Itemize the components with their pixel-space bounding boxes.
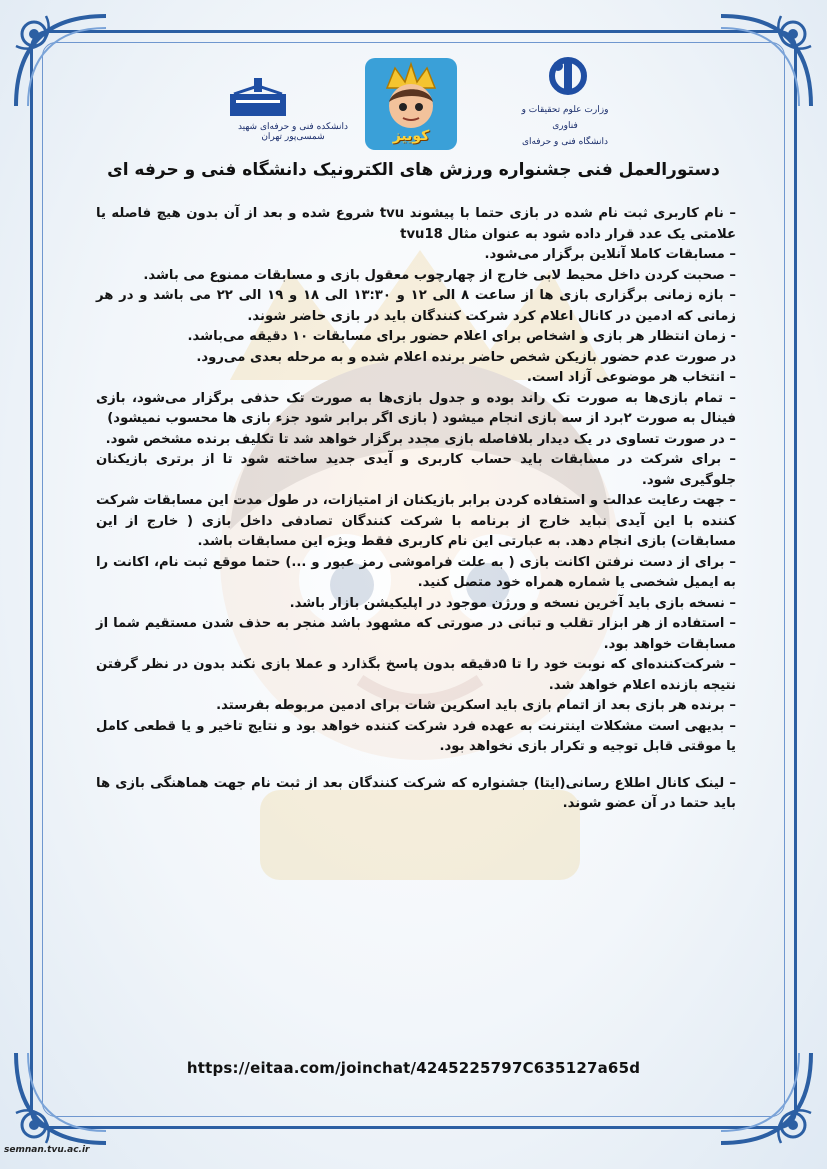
corner-ornament-icon (6, 6, 116, 116)
rule-item: – بازه زمانی برگزاری بازی ها از ساعت ۸ الی ۱۲ و ۱۳:۳۰ الی ۱۸ و ۱۹ الی ۲۲ می باشد و در هر زمانی که ادمین در کانال اعلام کرد شرکت کنندگان باید در بازی حاضر شوند. (96, 288, 737, 324)
rule-item: – استفاده از هر ابزار تقلب و تبانی در صورتی که مشهود باشد منجر به حذف شدن مستقیم شما از مسابقات خواهد بود. (96, 616, 736, 652)
rule-item: – انتخاب هر موضوعی آزاد است. (526, 370, 736, 385)
rule-item: – در صورت تساوی در یک دیدار بلافاصله بازی مجدد برگزار خواهد شد تا تکلیف برنده مشخص شود. (105, 431, 736, 447)
rule-item: – نسخه بازی باید آخرین نسخه و ورژن موجود در اپلیکیشن بازار باشد. (289, 595, 736, 611)
rule-item: – تمام بازی‌ها به صورت تک راند بوده و جدول بازی‌ها به صورت تک حذفی برگزار می‌شود، بازی فینال به صورت ۲برد از سه بازی انجام میشود ( بازی اگر برابر شود جزء بازی ها محسوب نمیشود) (96, 390, 736, 426)
college-logo-caption: دانشکده فنی و حرفه‌ای شهید شمسی‌پور تهران (237, 122, 349, 142)
game-logo (365, 58, 457, 150)
college-logo (228, 72, 358, 142)
rule-item: – صحبت کردن داخل محیط لابی خارج از چهارچوب معقول بازی و مسابقات ممنوع می باشد. (143, 267, 736, 283)
ministry-logo-caption (510, 102, 620, 150)
footer-url[interactable]: semnan.tvu.ac.ir (4, 1145, 90, 1155)
channel-link[interactable]: https://eitaa.com/joinchat/4245225797C635127a65d (186, 1059, 641, 1077)
rule-item: - زمان انتظار هر بازی و اشخاص برای اعلام حضور برای مسابقات ۱۰ دقیقه می‌باشد. (187, 329, 736, 344)
rule-item: – نام کاربری ثبت نام شده در بازی حتما با پیشوند tvu شروع شده و بعد از آن بدون هیچ فاصله یا علامتی یک عدد قرار داده شود به عنوان مثال tvu18 (96, 206, 736, 242)
rule-item: – مسابقات کاملا آنلاین برگزار می‌شود. (484, 247, 736, 262)
rule-item: – شرکت‌کننده‌ای که نوبت خود را تا ۵دقیقه بدون پاسخ بگذارد و عملا بازی نکند بدون در نظر گرفتن نتیجه بازنده اعلام خواهد شد. (96, 657, 736, 693)
rule-item: – بدیهی است مشکلات اینترنت به عهده فرد شرکت کننده خواهد بود و نتایج تاخیر و یا قطعی کامل یا موقتی قابل توجیه و تکرار بازی نخواهد بود. (96, 718, 736, 754)
corner-ornament-icon (711, 6, 821, 116)
ministry-caption-line1: وزارت علوم تحقیقات و فناوری (521, 105, 609, 131)
channel-note: – لینک کانال اطلاع رسانی(ایتا) جشنواره که شرکت کنندگان بعد از ثبت نام جهت هماهنگی بازی ها باید حتما در آن عضو شوند. (96, 775, 736, 811)
ministry-logo (510, 56, 620, 146)
ministry-emblem-icon (546, 56, 590, 98)
rules-list (96, 204, 736, 815)
rule-item: – برای شرکت در مسابقات باید حساب کاربری و آیدی جدید ساخته شود تا از برتری بازیکنان جلوگیری شود. (96, 452, 736, 488)
page-title: دستورالعمل فنی جشنواره ورزش های الکترونیک دانشگاه فنی و حرفه ای (107, 160, 720, 180)
rule-item: – برای از دست نرفتن اکانت بازی ( به علت فراموشی رمز عبور و ...) حتما موقع ثبت نام، اکانت را به ایمیل شخصی یا شماره همراه خود متصل کنید. (96, 554, 736, 590)
book-logo-icon (230, 76, 286, 118)
ministry-caption-line2: دانشگاه فنی و حرفه‌ای (521, 137, 609, 147)
game-logo-name: کوییز (392, 128, 430, 144)
rule-item: در صورت عدم حضور بازیکن شخص حاضر برنده اعلام شده و به مرحله بعدی می‌رود. (196, 349, 736, 365)
rule-item: – جهت رعایت عدالت و استفاده کردن برابر بازیکنان از امتیازات، در طول مدت این مسابقات شرکت کننده با این آیدی نباید خارج از برنامه با شرکت کنندگان تصادفی داخل بازی ( خارج از این مسابقات) بازی انجام دهد. به عبارتی این نام کاربری فقط ویژه این مسابقات باشد. (96, 493, 736, 549)
rule-item: – برنده هر بازی بعد از اتمام بازی باید اسکرین شات برای ادمین مربوطه بفرستد. (216, 698, 736, 713)
